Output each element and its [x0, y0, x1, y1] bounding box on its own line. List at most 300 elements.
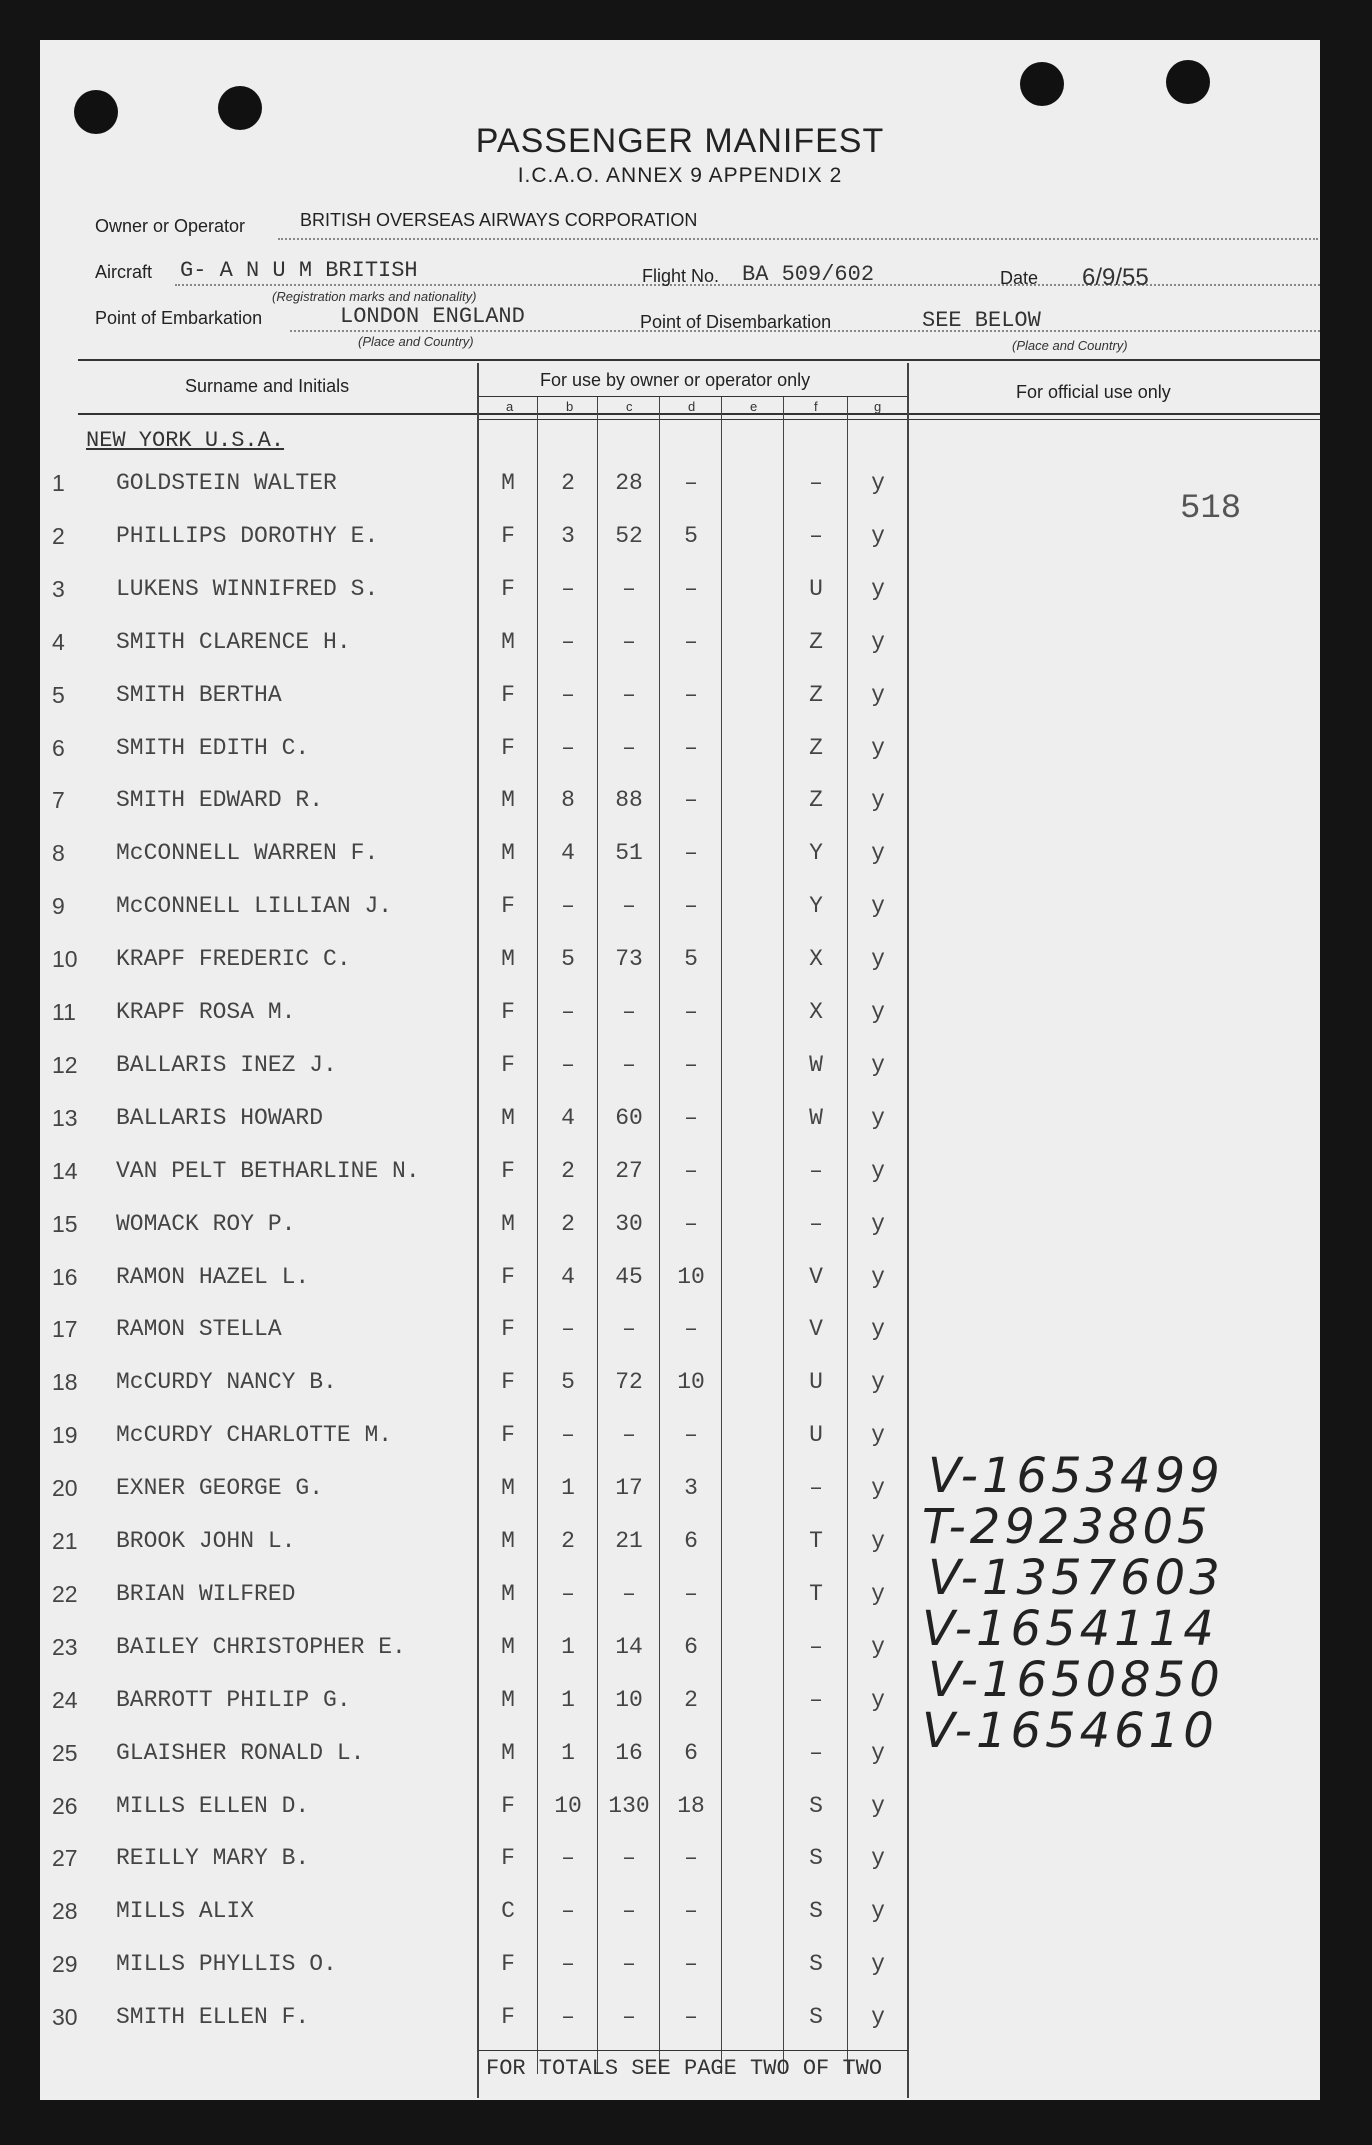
table-row: [0, 470, 1372, 522]
col-d-value: –: [684, 1316, 698, 1343]
col-b-value: –: [561, 1422, 575, 1449]
passenger-number: 15: [52, 1210, 78, 1237]
col-f-value: W: [809, 1051, 823, 1078]
official-note: T-2923805: [922, 1499, 1212, 1555]
flight-value: BA 509/602: [742, 262, 875, 287]
passenger-name: BALLARIS INEZ J.: [116, 1051, 337, 1078]
col-d-value: –: [684, 1845, 698, 1872]
passenger-number: 10: [52, 946, 78, 973]
col-g-value: y: [871, 1422, 885, 1449]
passenger-name: RAMON HAZEL L.: [116, 1263, 310, 1290]
col-d-value: –: [684, 1580, 698, 1607]
col-d-value: –: [684, 787, 698, 814]
passenger-number: 20: [52, 1475, 78, 1502]
col-c-value: –: [622, 575, 636, 602]
col-d-value: –: [684, 1157, 698, 1184]
col-d-value: 2: [684, 1686, 698, 1713]
passenger-number: 29: [52, 1951, 78, 1978]
col-c-value: –: [622, 893, 636, 920]
col-f-value: W: [809, 1104, 823, 1131]
col-letter-e: e: [750, 399, 758, 414]
col-g-value: y: [871, 840, 885, 867]
passenger-number: 22: [52, 1580, 78, 1607]
manifest-subtitle: I.C.A.O. ANNEX 9 APPENDIX 2: [517, 164, 843, 187]
passenger-number: 9: [52, 893, 65, 920]
col-d-value: 6: [684, 1739, 698, 1766]
disembark-note: (Place and Country): [1012, 338, 1128, 353]
col-f-value: U: [809, 575, 823, 602]
col-g-value: y: [871, 1528, 885, 1554]
col-f-value: U: [809, 1369, 823, 1396]
col-letter-c: c: [626, 399, 633, 414]
table-row: [0, 629, 1372, 681]
date-value: 6/9/55: [1082, 264, 1149, 291]
col-a-value: F: [501, 1316, 515, 1343]
col-f-value: S: [809, 1792, 823, 1819]
table-row: [0, 1316, 1372, 1368]
col-a-value: M: [501, 470, 515, 496]
col-b-value: 5: [561, 1369, 575, 1396]
col-surname-header: Surname and Initials: [185, 376, 350, 396]
passenger-number: 6: [52, 734, 65, 761]
col-c-value: –: [622, 1951, 636, 1978]
col-b-value: –: [561, 1951, 575, 1978]
col-g-value: y: [871, 787, 885, 814]
col-b-value: 4: [561, 840, 575, 867]
col-a-value: M: [501, 1633, 515, 1660]
col-d-value: 5: [684, 946, 698, 973]
col-f-value: S: [809, 2004, 823, 2031]
passenger-number: 3: [52, 575, 65, 602]
col-g-value: y: [871, 2004, 885, 2031]
passenger-number: 5: [52, 681, 65, 708]
col-c-value: –: [622, 1051, 636, 1078]
col-g-value: y: [871, 1475, 885, 1502]
col-d-value: 6: [684, 1528, 698, 1554]
passenger-name: RAMON STELLA: [116, 1316, 282, 1343]
aircraft-value: G- A N U M BRITISH: [180, 258, 418, 283]
passenger-number: 13: [52, 1104, 78, 1131]
embark-value: LONDON ENGLAND: [340, 304, 525, 329]
table-row: [0, 787, 1372, 839]
flight-label: Flight No.: [642, 266, 720, 286]
passenger-name: MILLS ELLEN D.: [116, 1792, 310, 1819]
col-d-value: –: [684, 734, 698, 761]
passenger-number: 27: [52, 1845, 78, 1872]
passenger-name: MILLS ALIX: [116, 1898, 255, 1925]
passenger-name: GOLDSTEIN WALTER: [116, 470, 337, 496]
col-g-value: y: [871, 893, 885, 920]
col-f-value: –: [809, 1739, 823, 1766]
col-d-value: –: [684, 470, 698, 496]
col-a-value: M: [501, 628, 515, 655]
col-a-value: C: [501, 1898, 515, 1925]
col-g-value: y: [871, 946, 885, 973]
col-c-value: 14: [615, 1633, 643, 1660]
col-f-value: S: [809, 1951, 823, 1978]
col-a-value: M: [501, 946, 515, 973]
col-g-value: y: [871, 575, 885, 602]
passenger-name: PHILLIPS DOROTHY E.: [116, 522, 379, 549]
col-c-value: 17: [615, 1475, 643, 1502]
col-g-value: y: [871, 1263, 885, 1290]
col-a-value: M: [501, 1475, 515, 1502]
col-a-value: F: [501, 893, 515, 920]
destination-heading: NEW YORK U.S.A.: [86, 428, 285, 453]
col-g-value: y: [871, 681, 885, 708]
official-number: 518: [1180, 490, 1242, 528]
col-g-value: y: [871, 1104, 885, 1131]
col-b-value: 2: [561, 470, 575, 496]
aircraft-label: Aircraft: [95, 262, 153, 282]
col-d-value: –: [684, 1951, 698, 1978]
passenger-number: 25: [52, 1739, 78, 1766]
passenger-name: BAILEY CHRISTOPHER E.: [116, 1633, 406, 1660]
col-f-value: –: [809, 1633, 823, 1660]
col-f-value: V: [809, 1263, 823, 1290]
col-d-value: –: [684, 1898, 698, 1925]
col-f-value: S: [809, 1845, 823, 1872]
passenger-name: LUKENS WINNIFRED S.: [116, 575, 379, 602]
passenger-name: EXNER GEORGE G.: [116, 1475, 324, 1502]
col-a-value: F: [501, 681, 515, 708]
col-b-value: –: [561, 734, 575, 761]
passenger-number: 24: [52, 1686, 78, 1713]
official-note: V-1653499: [928, 1448, 1224, 1504]
col-g-value: y: [871, 1739, 885, 1766]
totals-note: FOR TOTALS SEE PAGE TWO OF TWO: [486, 2056, 883, 2081]
header-bottom-rule: [78, 413, 1320, 415]
col-f-value: T: [809, 1580, 823, 1607]
col-g-value: y: [871, 1686, 885, 1713]
col-f-value: –: [809, 1210, 823, 1237]
owner-value: BRITISH OVERSEAS AIRWAYS CORPORATION: [300, 210, 698, 230]
passenger-number: 2: [52, 522, 65, 549]
col-c-value: 30: [615, 1210, 643, 1237]
col-g-value: y: [871, 1157, 885, 1184]
passenger-number: 16: [52, 1263, 78, 1290]
footer-rule: [478, 2050, 908, 2051]
table-row: [0, 682, 1372, 734]
col-b-value: –: [561, 575, 575, 602]
col-letter-a: a: [506, 399, 514, 414]
official-note: V-1654114: [922, 1601, 1218, 1657]
passenger-name: BALLARIS HOWARD: [116, 1104, 324, 1131]
date-label: Date: [1000, 268, 1039, 288]
table-row: [0, 999, 1372, 1051]
col-b-value: 2: [561, 1528, 575, 1554]
col-g-value: y: [871, 470, 885, 496]
table-row: [0, 1845, 1372, 1897]
passenger-number: 12: [52, 1051, 78, 1078]
table-row: [0, 1793, 1372, 1845]
col-g-value: y: [871, 999, 885, 1025]
col-f-value: Y: [809, 840, 823, 867]
passenger-name: MILLS PHYLLIS O.: [116, 1951, 337, 1978]
col-b-value: 1: [561, 1686, 575, 1713]
col-g-value: y: [871, 1898, 885, 1925]
col-c-value: –: [622, 1316, 636, 1343]
punch-hole: [1166, 60, 1210, 104]
col-b-value: –: [561, 681, 575, 708]
col-a-value: M: [501, 1580, 515, 1607]
col-a-value: F: [501, 999, 515, 1025]
col-d-value: 5: [684, 522, 698, 549]
col-b-value: 4: [561, 1263, 575, 1290]
col-f-value: –: [809, 1157, 823, 1184]
table-row: [0, 1052, 1372, 1104]
passenger-number: 11: [52, 999, 76, 1025]
col-letter-b: b: [566, 399, 574, 414]
passenger-name: McCURDY CHARLOTTE M.: [116, 1422, 393, 1449]
col-g-value: y: [871, 1845, 885, 1872]
passenger-name: SMITH ELLEN F.: [116, 2004, 310, 2031]
table-row: [0, 576, 1372, 628]
col-d-value: –: [684, 999, 698, 1025]
manifest-title: PASSENGER MANIFEST: [475, 122, 885, 160]
col-b-value: –: [561, 893, 575, 920]
passenger-name: BARROTT PHILIP G.: [116, 1686, 351, 1713]
col-d-value: –: [684, 1210, 698, 1237]
col-d-value: –: [684, 2004, 698, 2031]
col-owner-use-header: For use by owner or operator only: [540, 370, 811, 390]
col-a-value: F: [501, 1051, 515, 1078]
col-c-value: 72: [615, 1369, 643, 1396]
col-a-value: F: [501, 734, 515, 761]
col-g-value: y: [871, 1210, 885, 1237]
disembark-label: Point of Disembarkation: [640, 312, 832, 332]
col-f-value: T: [809, 1528, 823, 1554]
passenger-name: SMITH EDITH C.: [116, 734, 310, 761]
col-a-value: F: [501, 522, 515, 549]
col-d-value: 10: [677, 1369, 705, 1396]
table-row: [0, 735, 1372, 787]
col-b-value: –: [561, 628, 575, 655]
col-f-value: –: [809, 470, 823, 496]
col-letter-f: f: [814, 399, 818, 414]
header-sub-rule: [478, 396, 908, 397]
col-f-value: –: [809, 1475, 823, 1502]
col-d-value: –: [684, 1051, 698, 1078]
col-d-value: –: [684, 681, 698, 708]
col-f-value: U: [809, 1422, 823, 1449]
col-c-value: 10: [615, 1686, 643, 1713]
col-c-value: 28: [615, 470, 643, 496]
col-f-value: Z: [809, 681, 823, 708]
col-g-value: y: [871, 1951, 885, 1978]
col-f-value: X: [809, 999, 823, 1025]
table-row: [0, 1158, 1372, 1210]
col-a-value: F: [501, 1845, 515, 1872]
col-a-value: F: [501, 1263, 515, 1290]
passenger-number: 26: [52, 1792, 78, 1819]
col-f-value: S: [809, 1898, 823, 1925]
col-a-value: F: [501, 1369, 515, 1396]
col-f-value: –: [809, 522, 823, 549]
col-c-value: –: [622, 2004, 636, 2031]
col-a-value: M: [501, 840, 515, 867]
col-f-value: X: [809, 946, 823, 973]
col-b-value: 3: [561, 522, 575, 549]
col-g-value: y: [871, 1633, 885, 1660]
passenger-number: 7: [52, 787, 65, 814]
passenger-name: KRAPF ROSA M.: [116, 999, 296, 1025]
table-row: [0, 840, 1372, 892]
passenger-number: 19: [52, 1422, 78, 1449]
col-a-value: M: [501, 1686, 515, 1713]
table-row: [0, 523, 1372, 575]
col-c-value: –: [622, 628, 636, 655]
table-row: [0, 1264, 1372, 1316]
col-c-value: –: [622, 734, 636, 761]
passenger-number: 18: [52, 1369, 78, 1396]
aircraft-note: (Registration marks and nationality): [272, 289, 477, 304]
passenger-number: 28: [52, 1898, 78, 1925]
passenger-name: GLAISHER RONALD L.: [116, 1739, 365, 1766]
table-row: [0, 1211, 1372, 1263]
passenger-name: McCURDY NANCY B.: [116, 1369, 337, 1396]
passenger-number: 21: [52, 1528, 78, 1554]
passenger-number: 1: [52, 470, 65, 496]
col-b-value: 2: [561, 1157, 575, 1184]
col-d-value: –: [684, 575, 698, 602]
col-a-value: F: [501, 575, 515, 602]
col-d-value: 10: [677, 1263, 705, 1290]
col-a-value: M: [501, 1739, 515, 1766]
col-b-value: –: [561, 999, 575, 1025]
col-a-value: F: [501, 1157, 515, 1184]
col-c-value: 60: [615, 1104, 643, 1131]
table-row: [0, 2004, 1372, 2056]
col-a-value: F: [501, 2004, 515, 2031]
col-d-value: –: [684, 840, 698, 867]
col-c-value: –: [622, 1580, 636, 1607]
passenger-name: McCONNELL LILLIAN J.: [116, 893, 393, 920]
embark-note: (Place and Country): [358, 334, 474, 349]
official-note: V-1654610: [922, 1703, 1218, 1759]
col-g-value: y: [871, 1051, 885, 1078]
col-b-value: –: [561, 1316, 575, 1343]
passenger-name: SMITH BERTHA: [116, 681, 282, 708]
col-b-value: 4: [561, 1104, 575, 1131]
col-a-value: F: [501, 1951, 515, 1978]
col-c-value: 21: [615, 1528, 643, 1554]
passenger-number: 17: [52, 1316, 78, 1343]
col-d-value: –: [684, 628, 698, 655]
passenger-name: SMITH CLARENCE H.: [116, 628, 351, 655]
official-note: V-1650850: [928, 1652, 1224, 1708]
col-c-value: 88: [615, 787, 643, 814]
col-b-value: 1: [561, 1475, 575, 1502]
col-c-value: 51: [615, 840, 643, 867]
col-b-value: 5: [561, 946, 575, 973]
passenger-name: BROOK JOHN L.: [116, 1528, 296, 1554]
col-a-value: M: [501, 787, 515, 814]
header-bottom-rule-2: [478, 419, 1320, 420]
col-b-value: –: [561, 2004, 575, 2031]
official-note: V-1357603: [928, 1550, 1224, 1606]
col-c-value: 45: [615, 1263, 643, 1290]
table-row: [0, 946, 1372, 998]
table-row: [0, 1105, 1372, 1157]
col-f-value: Y: [809, 893, 823, 920]
col-f-value: Z: [809, 787, 823, 814]
col-letter-g: g: [874, 399, 882, 414]
col-a-value: F: [501, 1792, 515, 1819]
col-b-value: 10: [554, 1792, 582, 1819]
col-c-value: 130: [608, 1792, 650, 1819]
table-top-rule: [78, 359, 1320, 361]
col-b-value: 1: [561, 1633, 575, 1660]
col-f-value: –: [809, 1686, 823, 1713]
owner-dots: [278, 238, 1318, 240]
col-a-value: M: [501, 1104, 515, 1131]
col-c-value: –: [622, 1422, 636, 1449]
punch-hole: [1020, 62, 1064, 106]
embark-label: Point of Embarkation: [95, 308, 263, 328]
col-c-value: 52: [615, 522, 643, 549]
passenger-name: BRIAN WILFRED: [116, 1580, 296, 1607]
col-g-value: y: [871, 1316, 885, 1343]
col-c-value: –: [622, 1898, 636, 1925]
passenger-number: 14: [52, 1157, 78, 1184]
passenger-name: KRAPF FREDERIC C.: [116, 946, 351, 973]
col-c-value: –: [622, 1845, 636, 1872]
passenger-name: McCONNELL WARREN F.: [116, 840, 379, 867]
table-row: [0, 1369, 1372, 1421]
table-row: [0, 1951, 1372, 2003]
col-g-value: y: [871, 1580, 885, 1607]
col-c-value: 27: [615, 1157, 643, 1184]
disembark-value: SEE BELOW: [922, 308, 1041, 333]
col-a-value: M: [501, 1210, 515, 1237]
passenger-name: WOMACK ROY P.: [116, 1210, 296, 1237]
passenger-number: 4: [52, 628, 65, 655]
passenger-name: VAN PELT BETHARLINE N.: [116, 1157, 420, 1184]
col-d-value: 18: [677, 1792, 705, 1819]
col-d-value: –: [684, 1104, 698, 1131]
col-g-value: y: [871, 628, 885, 655]
col-b-value: –: [561, 1898, 575, 1925]
col-b-value: 1: [561, 1739, 575, 1766]
col-g-value: y: [871, 522, 885, 549]
col-c-value: –: [622, 681, 636, 708]
passenger-name: REILLY MARY B.: [116, 1845, 310, 1872]
col-g-value: y: [871, 734, 885, 761]
passenger-number: 30: [52, 2004, 78, 2031]
col-c-value: 16: [615, 1739, 643, 1766]
col-letter-d: d: [688, 399, 696, 414]
col-f-value: Z: [809, 734, 823, 761]
col-b-value: –: [561, 1845, 575, 1872]
table-row: [0, 893, 1372, 945]
passenger-name: SMITH EDWARD R.: [116, 787, 324, 814]
passenger-number: 23: [52, 1633, 78, 1660]
col-c-value: 73: [615, 946, 643, 973]
col-b-value: –: [561, 1051, 575, 1078]
col-d-value: 6: [684, 1633, 698, 1660]
col-d-value: –: [684, 893, 698, 920]
col-b-value: 8: [561, 787, 575, 814]
col-d-value: 3: [684, 1475, 698, 1502]
owner-label: Owner or Operator: [95, 216, 246, 236]
col-d-value: –: [684, 1422, 698, 1449]
col-b-value: 2: [561, 1210, 575, 1237]
col-f-value: Z: [809, 628, 823, 655]
table-row: [0, 1898, 1372, 1950]
col-a-value: F: [501, 1422, 515, 1449]
col-g-value: y: [871, 1369, 885, 1396]
